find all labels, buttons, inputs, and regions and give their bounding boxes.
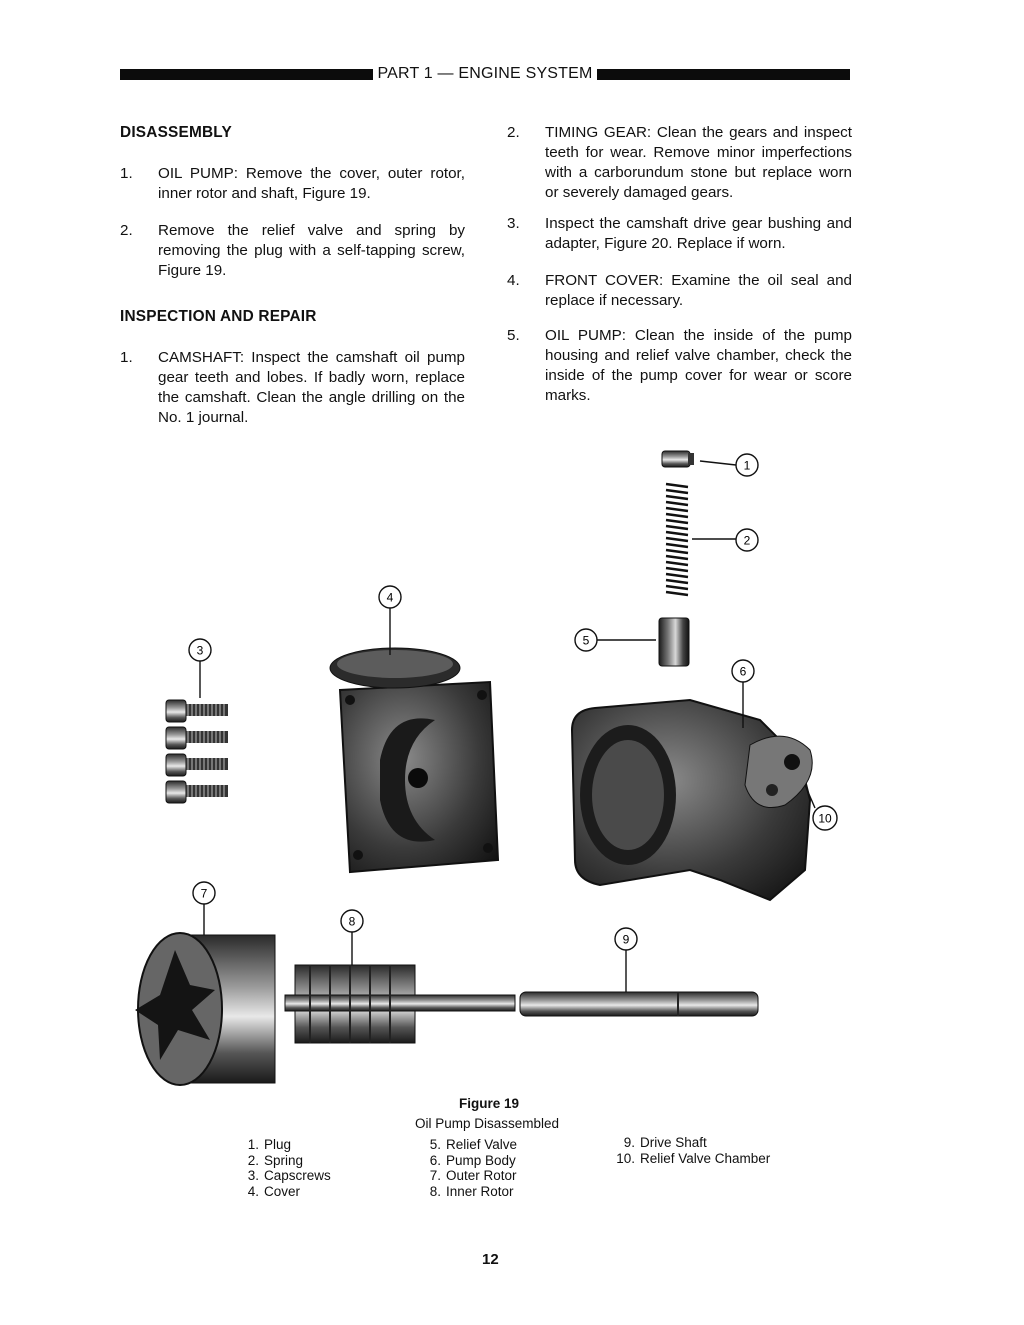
item-number: 4. [507,272,520,289]
legend-item [422,1184,517,1200]
legend-label: Pump Body [446,1152,516,1168]
legend-item [240,1168,331,1184]
legend-item [240,1153,331,1169]
left-column [120,123,465,428]
legend-item [616,1135,770,1151]
legend-number: 1. [247,1137,259,1152]
callout-label: 5 [582,633,590,648]
item-text: OIL PUMP: Remove the cover, outer rotor, inner rotor and shaft, Figure 19. [158,165,465,202]
legend-number: 9. [623,1135,635,1150]
item-text: CAMSHAFT: Inspect the camshaft oil pump gear teeth and lobes. If badly worn, replace the camshaft. Clean the angle drilling on the No. 1 journal. [158,349,465,426]
item-number: 2. [507,124,520,141]
legend-number: 4. [247,1183,259,1199]
callout-label: 4 [386,590,394,605]
item-text: Inspect the camshaft drive gear bushing and adapter, Figure 20. Replace if worn. [545,215,852,252]
list-item [507,123,852,203]
drive-shaft-part [520,992,758,1016]
legend-label: Relief Valve [446,1137,518,1152]
capscrews-part [166,700,228,803]
callout-label: 10 [818,811,832,826]
legend-column [616,1135,770,1166]
header-title: PART 1 — ENGINE SYSTEM [377,65,593,82]
callout-1 [736,454,758,476]
callout-9 [615,928,637,950]
callout-label: 6 [739,664,747,679]
callout-2 [736,529,758,551]
legend-item [240,1184,331,1200]
legend-column [422,1137,517,1199]
list-item [120,348,465,428]
oil-pump-exploded-illustration [100,445,900,1095]
legend-number: 8. [429,1183,441,1199]
legend-label: Spring [264,1152,304,1168]
legend-item [422,1137,517,1153]
figure-subtitle: Oil Pump Disassembled [415,1116,560,1131]
legend-label: Capscrews [264,1168,331,1184]
legend-number: 5. [429,1137,441,1152]
callout-3 [189,639,211,661]
spring-part [666,484,688,595]
item-number: 1. [120,165,133,182]
legend-number: 10. [616,1150,635,1166]
legend-number: 7. [429,1168,441,1184]
list-item [507,326,852,406]
item-text: Remove the relief valve and spring by removing the plug with a self-tapping screw, Figure 19. [158,222,465,279]
callout-6 [732,660,754,682]
callout-label: 3 [196,643,204,658]
legend-label: Relief Valve Chamber [640,1150,771,1166]
cover-part [330,648,498,872]
legend-item [422,1153,517,1169]
legend-number: 3. [247,1168,259,1184]
inner-rotor-part [285,965,515,1043]
page-header [120,64,850,84]
callout-label: 7 [200,886,208,901]
pump-body-part [572,700,812,900]
legend-column [240,1137,331,1199]
header-rule-left [120,69,373,80]
list-item [507,214,852,254]
legend-label: Plug [264,1137,292,1152]
list-item [120,221,465,281]
callout-7 [193,882,215,904]
disassembly-heading: DISASSEMBLY [120,124,232,141]
legend-number: 6. [429,1152,441,1168]
callout-label: 2 [743,533,751,548]
item-text: TIMING GEAR: Clean the gears and inspect teeth for wear. Remove minor imperfections with a carborundum stone but replace worn or severely damaged gears. [545,124,852,201]
callout-5 [575,629,597,651]
legend-label: Cover [264,1183,301,1199]
callout-label: 1 [743,458,751,473]
list-item [507,271,852,311]
item-text: FRONT COVER: Examine the oil seal and replace if necessary. [545,272,852,309]
legend-label: Outer Rotor [446,1168,517,1184]
legend-label: Drive Shaft [640,1135,707,1150]
item-number: 1. [120,349,133,366]
callout-8 [341,910,363,932]
page-number: 12 [482,1251,499,1268]
legend-item [422,1168,517,1184]
header-rule-right [597,69,850,80]
legend-item [240,1137,331,1153]
right-column [507,123,852,406]
callout-label: 9 [622,932,630,947]
item-text: OIL PUMP: Clean the inside of the pump housing and relief valve chamber, check the inside of the pump cover for wear or score marks. [545,327,852,404]
legend-item [616,1151,770,1167]
plug-part [662,451,694,467]
item-number: 2. [120,222,133,239]
callout-10 [813,806,837,830]
callout-4 [379,586,401,608]
inspection-heading: INSPECTION AND REPAIR [120,308,317,325]
outer-rotor-part [135,933,275,1085]
list-item [120,164,465,204]
legend-number: 2. [247,1152,259,1168]
item-number: 5. [507,327,520,344]
item-number: 3. [507,215,520,232]
relief-valve-part [659,618,689,666]
figure-title: Figure 19 [459,1096,520,1111]
callout-label: 8 [348,914,356,929]
legend-label: Inner Rotor [446,1183,514,1199]
